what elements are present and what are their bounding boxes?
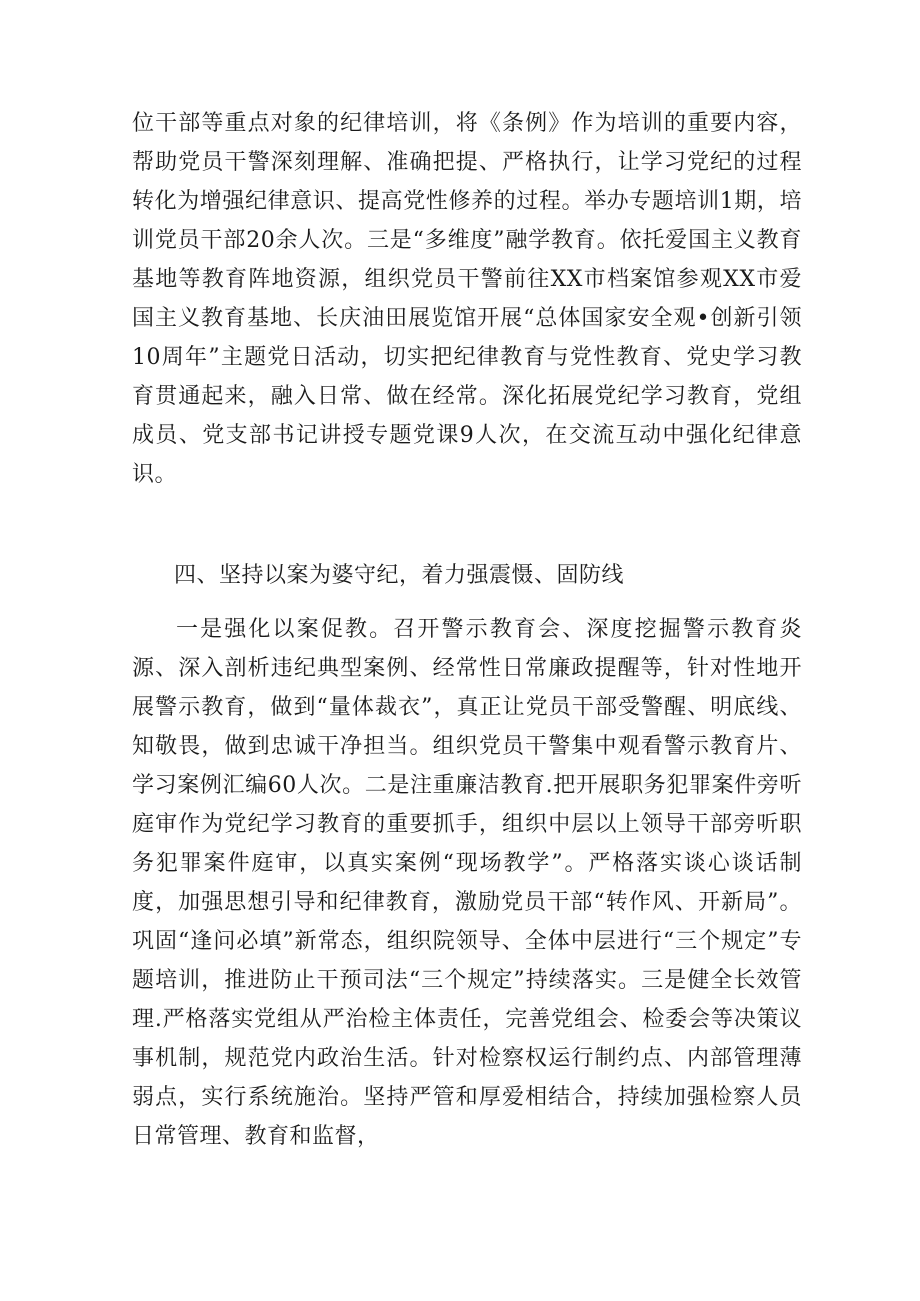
body-paragraph-continuation: 位干部等重点对象的纪律培训，将《条例》作为培训的重要内容，帮助党员干警深刻理解、准确把提、严格执行，让学习党纪的过程转化为增强纪律意识、提高党性修养的过程。举办专题培训1期，培训党员干部20余人次。三是“多维度”融学教育。依托爱国主义教育基地等教育阵地资源，组织党员干警前往XX市档案馆参观XX市爱国主义教育基地、长庆油田展览馆开展“总体国家安全观•创新引领10周年”主题党日活动，切实把纪律教育与党性教育、党史学习教育贯通起来，融入日常、做在经常。深化拓展党纪学习教育，党组成员、党支部书记讲授专题党课9人次，在交流互动中强化纪律意识。 xyxy=(132,111,802,487)
body-paragraph: 一是强化以案促教。召开警示教育会、深度挖掘警示教育炎源、深入剖析违纪典型案例、经常性日常廉政提醒等，针对性地开展警示教育，做到“量体裁衣”，真正让党员干部受警醒、明底线、知敬畏，做到忠诚干净担当。组织党员干警集中观看警示教育片、学习案例汇编60人次。二是注重廉洁教育.把开展职务犯罪案件旁听庭审作为党纪学习教育的重要抓手，组织中层以上领导干部旁听职务犯罪案件庭审，以真实案例“现场教学”。严格落实谈心谈话制度，加强思想引导和纪律教育，激励党员干部“转作风、开新局”。巩固“逢问必填”新常态，组织院领导、全体中层进行“三个规定”专题培训，推进防止干预司法“三个规定”持续落实。三是健全长效管理.严格落实党组从严治检主体责任，完善党组会、检委会等决策议事机制，规范党内政治生活。针对检察权运行制约点、内部管理薄弱点，实行系统施治。坚持严管和厚爱相结合，持续加强检察人员日常管理、教育和监督， xyxy=(132,617,802,1149)
section-heading: 四、坚持以案为婆守纪，着力强震慑、固防线 xyxy=(174,563,625,588)
